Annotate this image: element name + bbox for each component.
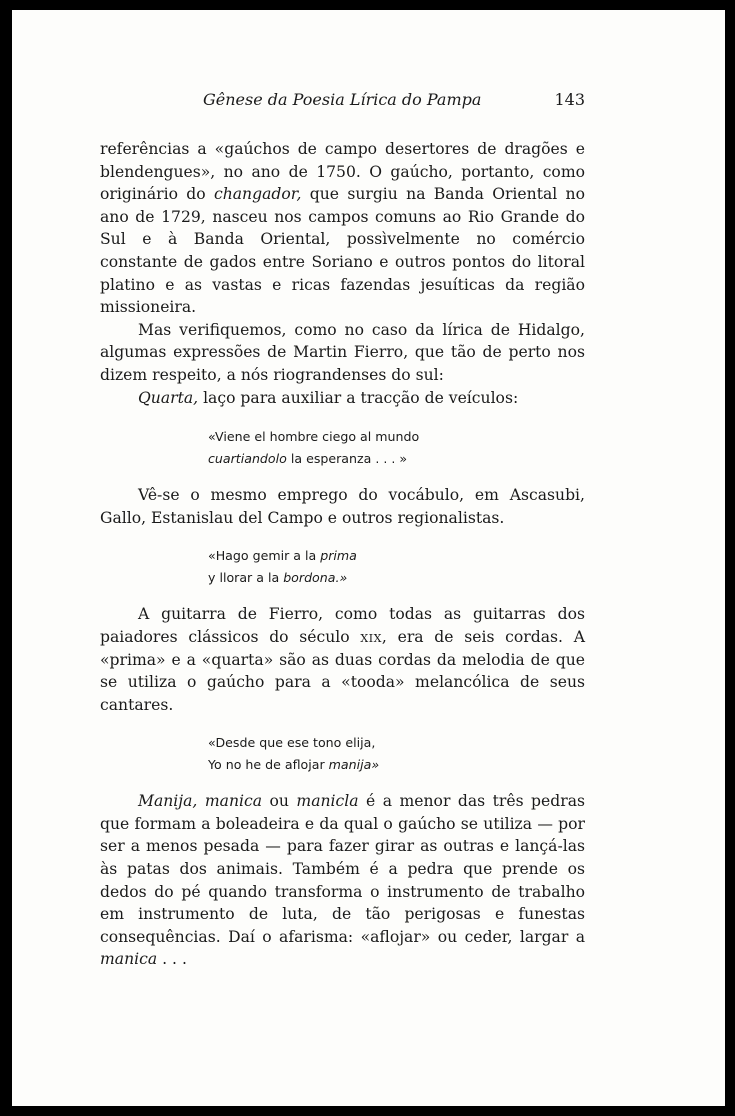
running-head (100, 90, 585, 114)
body-text (100, 138, 585, 971)
paragraph-6-text-b: é a menor das três pedras que formam a boleadeira e da qual o gaúcho se utiliza — por ser a menos pesada — para fazer girar as outras e lançá-las às patas dos animais. Também é a pedra que prende os dedos do pé quando transforma o instrumento de trabalho em instrumento de luta, de tão perigosas e funestas consequências. Daí o afarisma: «aflojar» ou ceder, largar a (100, 792, 585, 946)
paragraph-3-text: laço para auxiliar a tracção de veículos: (198, 388, 519, 407)
verse-2-line-2-italic: bordona.» (283, 570, 348, 586)
paragraph-5-century: xix (360, 627, 382, 646)
paragraph-1-italic: changador, (213, 185, 302, 204)
paragraph-6-italic-a: Manija, manica (138, 792, 263, 811)
verse-3-line-2-text: Yo no he de aflojar (208, 757, 329, 773)
paragraph-6-text-c: . . . (157, 950, 187, 969)
paragraph-5-text-b: , era de seis cordas. A «prima» e a «quarta» são as duas cordas da melodia de que se utiliza o gaúcho para a «tooda» melancólica de seus cantares. (100, 627, 585, 714)
verse-2-line-1-text: «Hago gemir a la (208, 548, 321, 564)
paragraph-3-italic: Quarta, (138, 388, 199, 407)
paragraph-3 (100, 387, 585, 410)
paragraph-6-italic-c: manica (100, 950, 158, 969)
verse-2-line-2-text: y llorar a la (208, 570, 284, 586)
verse-1-line-2 (208, 448, 585, 470)
verse-3-line-2-italic: manija» (328, 757, 380, 773)
verse-2-line-2 (208, 567, 585, 589)
paragraph-6-text-a: ou (262, 792, 297, 811)
running-head-title: Gênese da Poesia Lírica do Pampa (203, 90, 482, 109)
verse-3-line-2 (208, 754, 585, 776)
verse-1-line-2-rest: la esperanza . . . » (286, 451, 408, 467)
verse-quote-3 (208, 732, 585, 776)
paragraph-5-text-a: A guitarra de Fierro, como todas as guitarras dos paiadores clássicos do século (100, 605, 585, 646)
paragraph-1-text-a: referências a «gaúchos de campo desertores de dragões e blendengues», no ano de 1750. O gaúcho, portanto, como originário do (100, 140, 585, 204)
paragraph-4: Vê-se o mesmo emprego do vocábulo, em Ascasubi, Gallo, Estanislau del Campo e outros regionalistas. (100, 486, 585, 527)
paragraph-1-text-b: que surgiu na Banda Oriental no ano de 1729, nasceu nos campos comuns ao Rio Grande do Sul e à Banda Oriental, possìvelmente no comércio constante de gados entre Soriano e outros pontos do litoral platino e as vastas e ricas fazendas jesuíticas da região missioneira. (100, 185, 585, 317)
paragraph-1 (100, 138, 585, 319)
book-page (12, 10, 725, 1106)
page-number: 143 (554, 90, 585, 109)
verse-1-line-2-italic: cuartiandolo (208, 451, 287, 467)
paragraph-6-italic-b: manicla (296, 792, 359, 811)
verse-1-line-1: «Viene el hombre ciego al mundo (208, 429, 420, 445)
verse-quote-2 (208, 545, 585, 589)
paragraph-5 (100, 603, 585, 716)
paragraph-2: Mas verifiquemos, como no caso da lírica de Hidalgo, algumas expressões de Martin Fierro, que tão de perto nos dizem respeito, a nós riograndenses do sul: (100, 320, 585, 384)
paragraph-6 (100, 790, 585, 971)
verse-2-line-1 (208, 545, 585, 567)
verse-quote-1 (208, 426, 585, 470)
verse-2-line-1-italic: prima (320, 548, 357, 564)
verse-3-line-1: «Desde que ese tono elija, (208, 735, 376, 751)
